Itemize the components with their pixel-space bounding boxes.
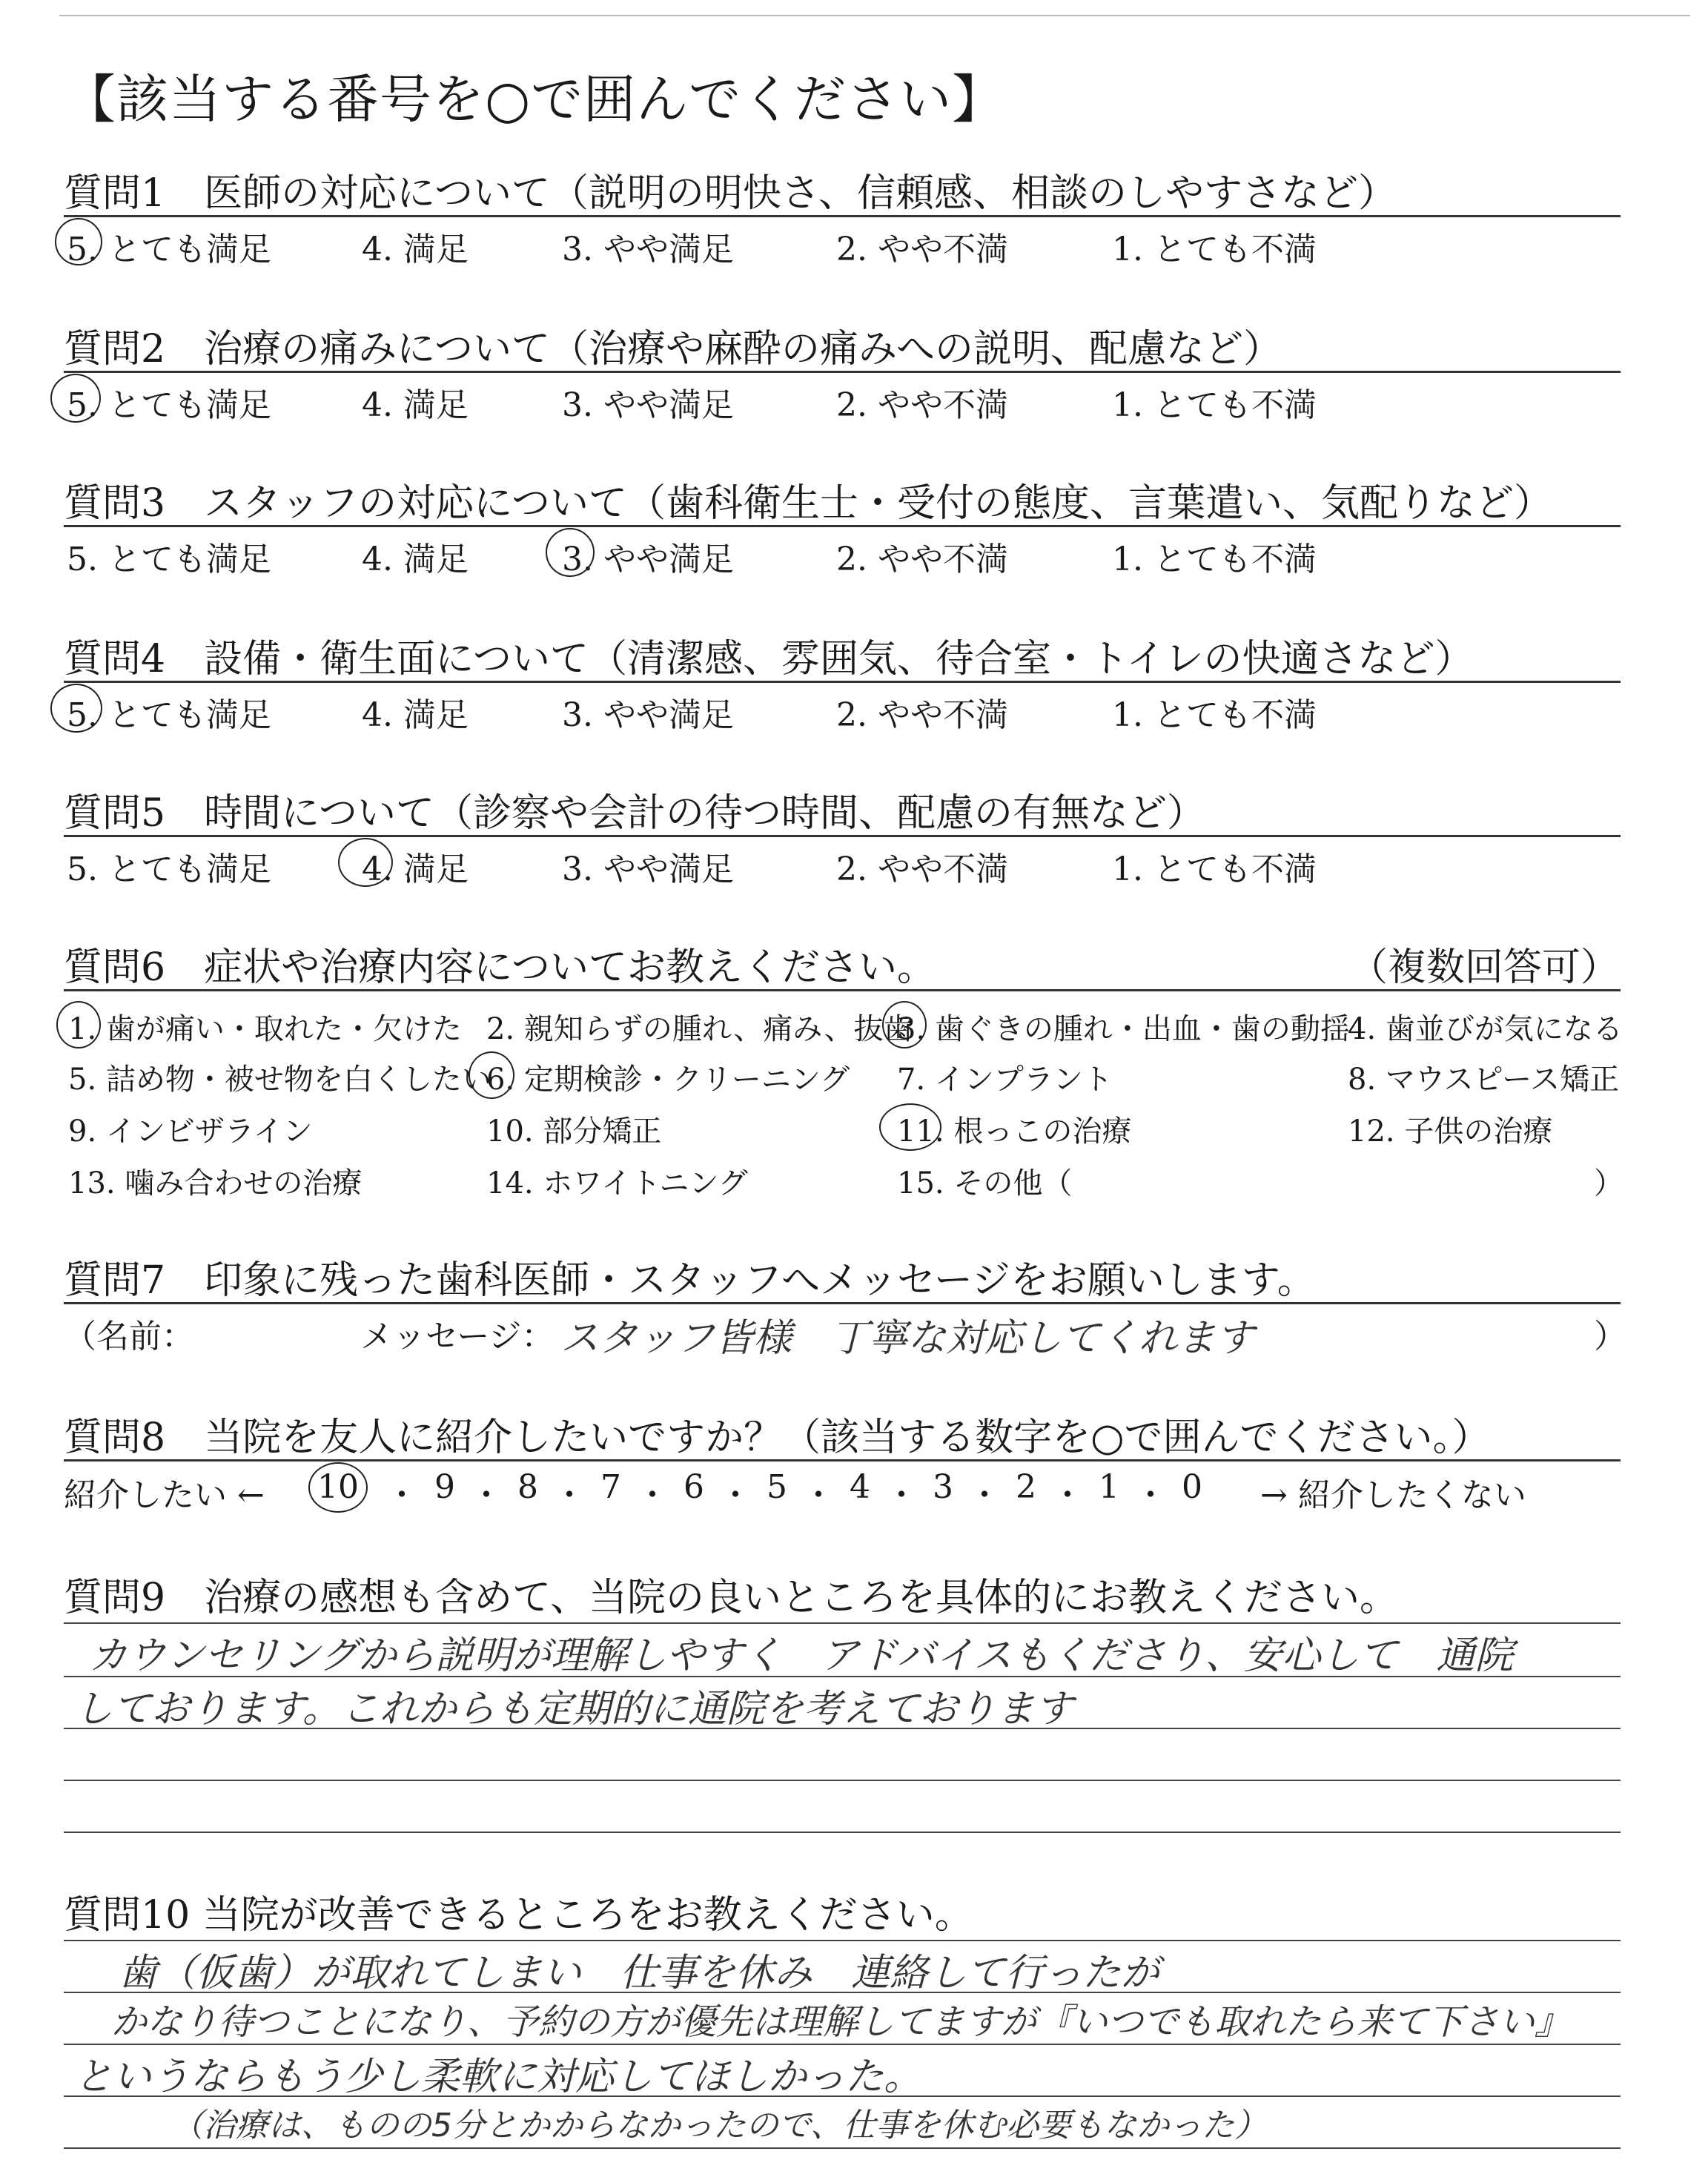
q2-option-1[interactable]: 1. とても不満: [1112, 386, 1317, 424]
page-top-rule: [59, 15, 1690, 16]
q2-label: 質問2 治療の痛みについて（治療や麻酔の痛みへの説明、配慮など）: [64, 327, 1282, 371]
q8-score-5[interactable]: 5: [767, 1468, 787, 1506]
q8-score-6[interactable]: 6: [683, 1468, 704, 1506]
q4-option-5[interactable]: 5. とても満足: [67, 696, 271, 734]
q5-option-1[interactable]: 1. とても不満: [1112, 851, 1317, 888]
q4-option-2[interactable]: 2. やや不満: [836, 696, 1008, 734]
q6-item-7[interactable]: 7. インプラント: [897, 1063, 1113, 1097]
q6-circle-3: [882, 1001, 927, 1048]
q6-label: 質問6 症状や治療内容についてお教えください。: [64, 945, 936, 990]
q6-item-2[interactable]: 2. 親知らずの腫れ、痛み、抜歯: [486, 1012, 913, 1046]
q8-dot: ・: [636, 1476, 669, 1514]
q1-selection-circle: [55, 218, 102, 265]
q6-item-14[interactable]: 14. ホワイトニング: [486, 1166, 748, 1200]
q7-name-label: （名前：: [64, 1318, 194, 1355]
q7-close-paren: ）: [1594, 1318, 1626, 1355]
q4-option-1[interactable]: 1. とても不満: [1112, 696, 1317, 734]
q2-option-3[interactable]: 3. やや満足: [562, 386, 734, 424]
q2-rule: [64, 371, 1621, 373]
q1-option-1[interactable]: 1. とても不満: [1112, 231, 1317, 268]
q9-line: [64, 1780, 1621, 1781]
q8-right-label: → 紹介したくない: [1260, 1476, 1526, 1514]
q4-option-4[interactable]: 4. 満足: [362, 696, 469, 734]
q5-label: 質問5 時間について（診察や会計の待つ時間、配慮の有無など）: [64, 791, 1206, 836]
q8-dot: ・: [719, 1476, 752, 1514]
q8-label: 質問8 当院を友人に紹介したいですか？（該当する数字を○で囲んでください。）: [64, 1416, 1491, 1460]
q1-option-3[interactable]: 3. やや満足: [562, 231, 734, 268]
q8-score-0[interactable]: 0: [1182, 1468, 1202, 1506]
q10-answer-line-2[interactable]: かなり待つことになり、予約の方が優先は理解してますが『いつでも取れたら来て下さい』: [111, 2001, 1571, 2043]
q6-circle-1: [56, 1001, 101, 1048]
q8-dot: ・: [385, 1476, 418, 1514]
q8-score-3[interactable]: 3: [933, 1468, 953, 1506]
q8-selection-circle: [308, 1462, 368, 1513]
q6-item-6[interactable]: 6. 定期検診・クリーニング: [486, 1063, 850, 1097]
q8-score-1[interactable]: 1: [1099, 1468, 1119, 1506]
q2-option-5[interactable]: 5. とても満足: [67, 386, 271, 424]
q8-score-8[interactable]: 8: [517, 1468, 538, 1506]
q5-option-4[interactable]: 4. 満足: [362, 851, 469, 888]
q5-selection-circle: [338, 838, 393, 887]
q8-dot: ・: [802, 1476, 835, 1514]
q8-dot: ・: [470, 1476, 503, 1514]
q1-option-2[interactable]: 2. やや不満: [836, 231, 1008, 268]
q10-answer-line-3[interactable]: というならもう少し柔軟に対応してほしかった。: [74, 2055, 923, 2099]
q8-rule: [64, 1459, 1621, 1462]
q6-circle-11: [879, 1103, 941, 1151]
q8-dot: ・: [1134, 1476, 1167, 1514]
q8-left-label: 紹介したい ←: [64, 1476, 265, 1514]
q6-item-4[interactable]: 4. 歯並びが気になる: [1348, 1012, 1623, 1046]
q8-dot: ・: [1051, 1476, 1084, 1514]
q3-option-3[interactable]: 3. やや満足: [562, 541, 734, 578]
q6-note: （複数回答可）: [1349, 945, 1620, 990]
q3-option-2[interactable]: 2. やや不満: [836, 541, 1008, 578]
q6-item-5[interactable]: 5. 詰め物・被せ物を白くしたい: [68, 1063, 491, 1097]
q3-option-1[interactable]: 1. とても不満: [1112, 541, 1317, 578]
q8-score-10[interactable]: 10: [317, 1468, 359, 1506]
q4-selection-circle: [50, 684, 102, 733]
q8-dot: ・: [968, 1476, 1001, 1514]
q2-option-4[interactable]: 4. 満足: [362, 386, 469, 424]
q3-option-4[interactable]: 4. 満足: [362, 541, 469, 578]
q7-label: 質問7 印象に残った歯科医師・スタッフへメッセージをお願いします。: [64, 1258, 1316, 1303]
q6-circle-6: [469, 1051, 514, 1099]
q3-rule: [64, 525, 1621, 527]
q5-rule: [64, 835, 1621, 837]
q10-label: 質問10 当院が改善できるところをお教えください。: [64, 1893, 973, 1938]
q6-item-1[interactable]: 1. 歯が痛い・取れた・欠けた: [68, 1012, 462, 1046]
q8-score-2[interactable]: 2: [1016, 1468, 1036, 1506]
q10-answer-line-1[interactable]: 歯（仮歯）が取れてしまい 仕事を休み 連絡して行ったが: [119, 1951, 1160, 1995]
q6-item-13[interactable]: 13. 噛み合わせの治療: [68, 1166, 363, 1200]
q1-option-5[interactable]: 5. とても満足: [67, 231, 271, 268]
q2-selection-circle: [50, 374, 101, 423]
q6-item-10[interactable]: 10. 部分矯正: [486, 1114, 662, 1149]
q9-label: 質問9 治療の感想も含めて、当院の良いところを具体的にお教えください。: [64, 1576, 1399, 1620]
q1-label: 質問1 医師の対応について（説明の明快さ、信頼感、相談のしやすさなど）: [64, 171, 1397, 216]
q8-dot: ・: [553, 1476, 586, 1514]
q9-answer-line-1[interactable]: カウンセリングから説明が理解しやすく アドバイスもくださり、安心して 通院: [89, 1634, 1514, 1678]
q8-score-4[interactable]: 4: [850, 1468, 870, 1506]
q3-selection-circle: [546, 528, 595, 577]
q6-item-3[interactable]: 3. 歯ぐきの腫れ・出血・歯の動揺: [897, 1012, 1350, 1046]
q8-score-9[interactable]: 9: [434, 1468, 455, 1506]
q10-line: [64, 2147, 1621, 2149]
q6-item-15[interactable]: 15. その他（: [897, 1166, 1073, 1200]
q7-message-label: メッセージ：: [360, 1318, 555, 1355]
q5-option-3[interactable]: 3. やや満足: [562, 851, 734, 888]
q6-item-9[interactable]: 9. インビザライン: [68, 1114, 313, 1149]
q10-answer-line-4[interactable]: （治療は、ものの5分とかからなかったので、仕事を休む必要もなかった）: [171, 2107, 1268, 2144]
q9-answer-line-2[interactable]: しております。これからも定期的に通院を考えております: [74, 1687, 1073, 1731]
q6-item-11[interactable]: 11. 根っこの治療: [897, 1114, 1132, 1149]
q7-rule: [64, 1302, 1621, 1304]
q8-score-7[interactable]: 7: [600, 1468, 621, 1506]
q5-option-2[interactable]: 2. やや不満: [836, 851, 1008, 888]
q6-item-8[interactable]: 8. マウスピース矯正: [1348, 1063, 1620, 1097]
q7-message-text[interactable]: スタッフ皆様 丁寧な対応してくれます: [560, 1316, 1255, 1361]
q3-label: 質問3 スタッフの対応について（歯科衛生士・受付の態度、言葉遣い、気配りなど）: [64, 481, 1553, 526]
q2-option-2[interactable]: 2. やや不満: [836, 386, 1008, 424]
q4-rule: [64, 681, 1621, 683]
q1-rule: [64, 215, 1621, 217]
q6-item-15-close: ）: [1594, 1166, 1623, 1200]
q5-option-5[interactable]: 5. とても満足: [67, 851, 271, 888]
q3-option-5[interactable]: 5. とても満足: [67, 541, 271, 578]
q9-line: [64, 1832, 1621, 1833]
q4-label: 質問4 設備・衛生面について（清潔感、雰囲気、待合室・トイレの快適さなど）: [64, 637, 1474, 681]
q1-option-4[interactable]: 4. 満足: [362, 231, 469, 268]
q6-item-12[interactable]: 12. 子供の治療: [1348, 1114, 1553, 1149]
q4-option-3[interactable]: 3. やや満足: [562, 696, 734, 734]
q6-rule: [64, 989, 1621, 991]
page-title: 【該当する番号を○で囲んでください】: [64, 69, 1005, 130]
q8-dot: ・: [885, 1476, 918, 1514]
